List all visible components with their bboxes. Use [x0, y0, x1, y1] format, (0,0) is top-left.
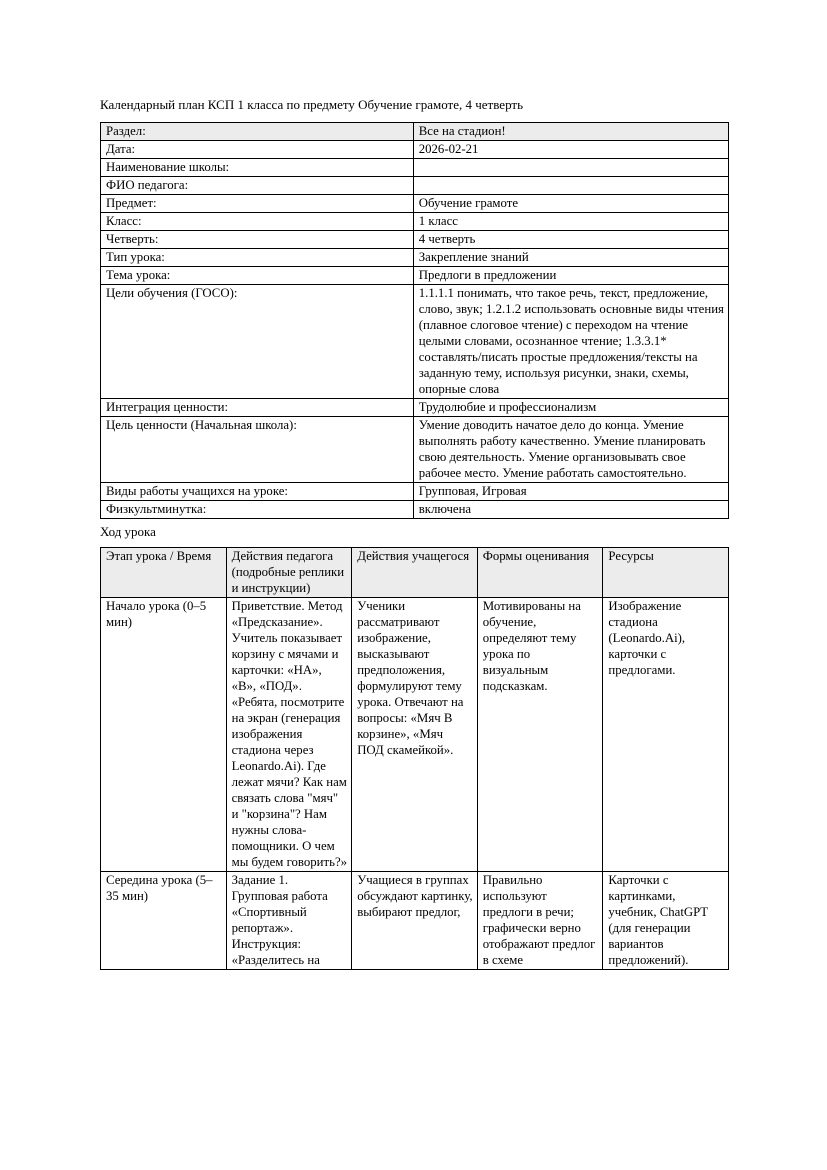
table-row	[101, 213, 729, 231]
meta-value: Трудолюбие и профессионализм	[413, 399, 728, 417]
table-row	[101, 501, 729, 519]
meta-label: Тема урока:	[101, 267, 414, 285]
meta-value: Групповая, Игровая	[413, 483, 728, 501]
teacher-actions-cell: Приветствие. Метод «Предсказание». Учитель показывает корзину с мячами и карточки: «НА», «В», «ПОД». «Ребята, посмотрите на экран (генерация изображения стадиона через Leonardo.Ai). Где лежат мячи? Как нам связать слова "мяч" и "корзина"? Нам нужны слова-помощники. О чем мы будем говорить?»	[226, 598, 352, 872]
meta-label: Цель ценности (Начальная школа):	[101, 417, 414, 483]
table-row	[101, 417, 729, 483]
meta-value: 2026-02-21	[413, 141, 728, 159]
meta-label: ФИО педагога:	[101, 177, 414, 195]
meta-label: Тип урока:	[101, 249, 414, 267]
document-content	[100, 97, 729, 970]
table-row	[101, 195, 729, 213]
column-header-resources: Ресурсы	[603, 548, 729, 598]
table-row	[101, 159, 729, 177]
table-row	[101, 231, 729, 249]
assessment-cell: Правильно используют предлоги в речи; графически верно отображают предлог в схеме	[477, 872, 603, 970]
meta-label: Цели обучения (ГОСО):	[101, 285, 414, 399]
assessment-cell: Мотивированы на обучение, определяют тему урока по визуальным подсказкам.	[477, 598, 603, 872]
column-header-student-actions: Действия учащегося	[352, 548, 478, 598]
table-row	[101, 177, 729, 195]
meta-value: 1.1.1.1 понимать, что такое речь, текст, предложение, слово, звук; 1.2.1.2 использовать основные виды чтения (плавное слоговое чтение) с переходом на чтение целыми словами, осознанное чтение; 1.3.3.1* составлять/писать простые предложения/тексты на заданную тему, используя рисунки, знаки, схемы, опорные слова	[413, 285, 728, 399]
meta-value: 4 четверть	[413, 231, 728, 249]
meta-value: Закрепление знаний	[413, 249, 728, 267]
meta-label: Дата:	[101, 141, 414, 159]
meta-label: Физкультминутка:	[101, 501, 414, 519]
table-row	[101, 285, 729, 399]
meta-label: Класс:	[101, 213, 414, 231]
column-header-teacher-actions: Действия педагога (подробные реплики и инструкции)	[226, 548, 352, 598]
student-actions-cell: Учащиеся в группах обсуждают картинку, выбирают предлог,	[352, 872, 478, 970]
column-header-assessment: Формы оценивания	[477, 548, 603, 598]
table-row	[101, 267, 729, 285]
table-row-lesson-middle	[101, 872, 729, 970]
table-row-lesson-start	[101, 598, 729, 872]
student-actions-cell: Ученики рассматривают изображение, высказывают предположения, формулируют тему урока. Отвечают на вопросы: «Мяч В корзине», «Мяч ПОД скамейкой».	[352, 598, 478, 872]
column-header-stage: Этап урока / Время	[101, 548, 227, 598]
meta-label: Четверть:	[101, 231, 414, 249]
teacher-actions-cell: Задание 1. Групповая работа «Спортивный репортаж». Инструкция: «Разделитесь на	[226, 872, 352, 970]
resources-cell: Карточки с картинками, учебник, ChatGPT (для генерации вариантов предложений).	[603, 872, 729, 970]
meta-label: Наименование школы:	[101, 159, 414, 177]
meta-value	[413, 159, 728, 177]
meta-value: включена	[413, 501, 728, 519]
table-row	[101, 141, 729, 159]
meta-label: Раздел:	[101, 123, 414, 141]
meta-value: 1 класс	[413, 213, 728, 231]
table-row	[101, 249, 729, 267]
table-row	[101, 399, 729, 417]
stage-cell: Середина урока (5–35 мин)	[101, 872, 227, 970]
section-heading-course-of-lesson: Ход урока	[100, 524, 156, 539]
table-row	[101, 483, 729, 501]
meta-value: Все на стадион!	[413, 123, 728, 141]
lesson-flow-table	[100, 547, 729, 970]
meta-value: Умение доводить начатое дело до конца. Умение выполнять работу качественно. Умение планировать свою деятельность. Умение организовывать свое рабочее место. Умение работать самостоятельно.	[413, 417, 728, 483]
meta-label: Виды работы учащихся на уроке:	[101, 483, 414, 501]
meta-label: Предмет:	[101, 195, 414, 213]
meta-value: Предлоги в предложении	[413, 267, 728, 285]
resources-cell: Изображение стадиона (Leonardo.Ai), карточки с предлогами.	[603, 598, 729, 872]
meta-label: Интеграция ценности:	[101, 399, 414, 417]
document-title: Календарный план КСП 1 класса по предмету Обучение грамоте, 4 четверть	[100, 97, 524, 112]
meta-value	[413, 177, 728, 195]
stage-cell: Начало урока (0–5 мин)	[101, 598, 227, 872]
meta-value: Обучение грамоте	[413, 195, 728, 213]
table-row	[101, 123, 729, 141]
lesson-info-table	[100, 122, 729, 519]
table-header-row	[101, 548, 729, 598]
